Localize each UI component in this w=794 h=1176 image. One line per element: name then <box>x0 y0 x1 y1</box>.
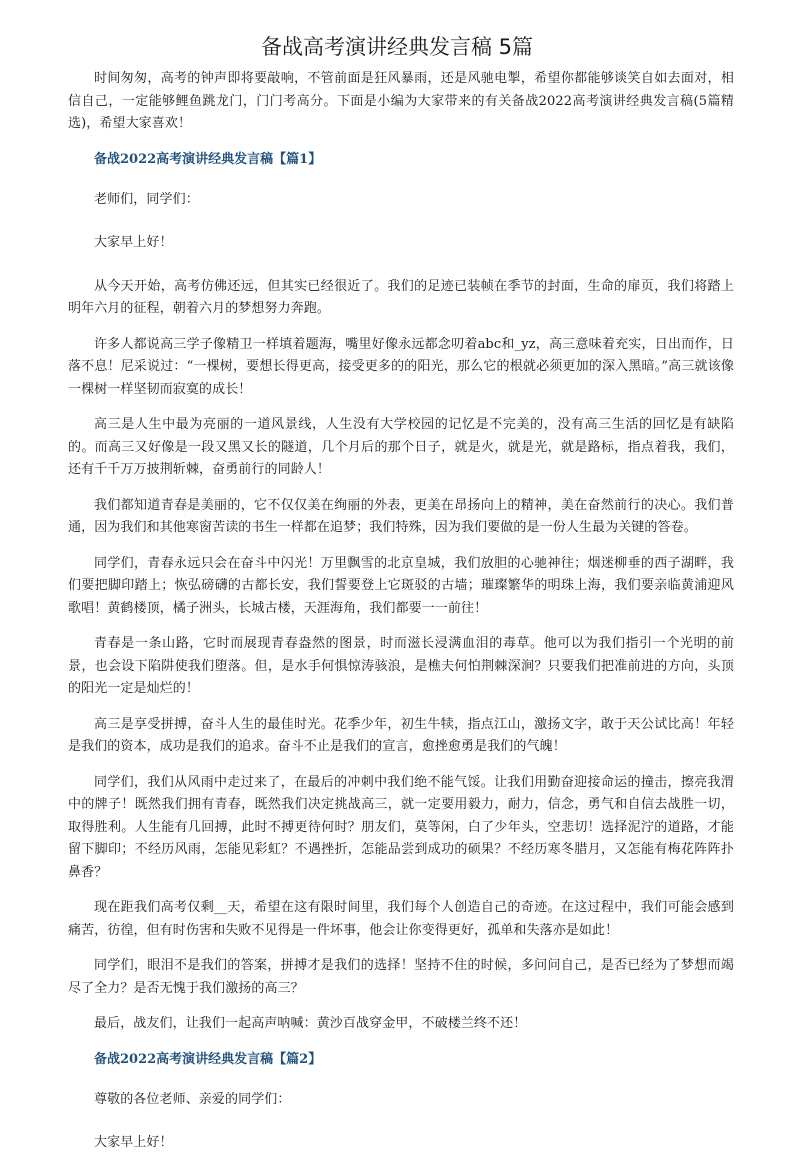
body-paragraph: 我们都知道青春是美丽的，它不仅仅美在绚丽的外表，更美在昂扬向上的精神，美在奋然前行的决心。我们普通，因为我们和其他寒窗苦读的书生一样都在追梦；我们特殊，因为我们要做的是一份人生最为关键的答卷。 <box>68 497 734 535</box>
body-paragraph: 高三是人生中最为亮丽的一道风景线，人生没有大学校园的记忆是不完美的，没有高三生活的回忆是有缺陷的。而高三又好像是一段又黑又长的隧道，几个月后的那个日子，就是火，就是光，就是路标，指点着我，我们，还有千千万万披荆斩棘，奋勇前行的同龄人！ <box>68 417 734 477</box>
section-heading-2: 备战2022高考演讲经典发言稿【篇2】 <box>94 1051 322 1067</box>
body-paragraph: 高三是享受拼搏，奋斗人生的最佳时光。花季少年，初生牛犊，指点江山，激扬文字，敢于天公试比高！年轻是我们的资本，成功是我们的追求。奋斗不止是我们的宣言，愈挫愈勇是我们的气魄！ <box>68 716 734 754</box>
body-paragraph: 现在距我们高考仅剩__天，希望在这有限时间里，我们每个人创造自己的奇迹。在这过程中，我们可能会感到痛苦，彷徨，但有时伤害和失败不见得是一件坏事，他会让你变得更好，孤单和失落亦是如此！ <box>68 900 734 938</box>
morning-greeting: 大家早上好！ <box>94 1135 173 1150</box>
morning-greeting: 大家早上好！ <box>94 235 173 250</box>
body-paragraph: 青春是一条山路，它时而展现青春盎然的图景，时而滋长浸满血泪的毒草。他可以为我们指引一个光明的前景，也会设下陷阱使我们堕落。但，是水手何惧惊涛骇浪，是樵夫何怕荆棘深涧？只要我们把准前进的方向，头顶的阳光一定是灿烂的！ <box>68 636 734 696</box>
intro-paragraph: 时间匆匆，高考的钟声即将要敲响，不管前面是狂风暴雨，还是风驰电掣，希望你都能够谈笑自如去面对，相信自己，一定能够鲤鱼跳龙门，门门考高分。下面是小编为大家带来的有关备战2022高考演讲经典发言稿(5篇精选)，希望大家喜欢！ <box>68 71 734 131</box>
body-paragraph: 同学们，青春永远只会在奋斗中闪光！万里飘雪的北京皇城，我们放胆的心驰神往；烟迷柳垂的西子湖畔，我们要把脚印踏上；恢弘磅礴的古都长安，我们誓要登上它斑驳的古墙；璀璨繁华的明珠上海，我们要亲临黄浦迎风歌唱！黄鹤楼顶，橘子洲头，长城古楼，天涯海角，我们都要一一前往！ <box>68 555 734 616</box>
salutation: 尊敬的各位老师、亲爱的同学们： <box>94 1091 291 1107</box>
section-heading-1: 备战2022高考演讲经典发言稿【篇1】 <box>94 151 322 167</box>
body-paragraph: 许多人都说高三学子像精卫一样填着题海，嘴里好像永远都念叨着abc和_yz，高三意味着充实，日出而作，日落不息！尼采说过：“一棵树，要想长得更高，接受更多的的阳光，那么它的根就必须更加的深入黑暗。”高三就该像一棵树一样坚韧而寂寞的成长！ <box>68 336 734 397</box>
document-body <box>68 68 734 1176</box>
document-title: 备战高考演讲经典发言稿 5篇 <box>260 35 534 59</box>
body-paragraph: 同学们，眼泪不是我们的答案，拼搏才是我们的选择！坚持不住的时候，多问问自己，是否已经为了梦想而竭尽了全力？是否无愧于我们激扬的高三？ <box>68 958 734 996</box>
body-paragraph: 最后，战友们，让我们一起高声呐喊：黄沙百战穿金甲，不破楼兰终不还！ <box>94 1016 527 1031</box>
body-paragraph: 从今天开始，高考仿佛还远，但其实已经很近了。我们的足迹已装帧在季节的封面，生命的扉页，我们将踏上明年六月的征程，朝着六月的梦想努力奔跑。 <box>68 278 734 316</box>
salutation: 老师们，同学们： <box>94 191 199 207</box>
body-paragraph: 同学们，我们从风雨中走过来了，在最后的冲刺中我们绝不能气馁。让我们用勤奋迎接命运的撞击，擦亮我渭中的牌子！既然我们拥有青春，既然我们决定挑战高三，就一定要用毅力，耐力，信念，勇气和自信去战胜一切，取得胜利。人生能有几回搏，此时不搏更待何时？朋友们，莫等闲，白了少年头，空悲切！选择泥泞的道路，才能留下脚印；不经历风雨，怎能见彩虹？不遇挫折，怎能品尝到成功的硕果？不经历寒冬腊月，又怎能有梅花阵阵扑鼻香？ <box>68 774 734 880</box>
